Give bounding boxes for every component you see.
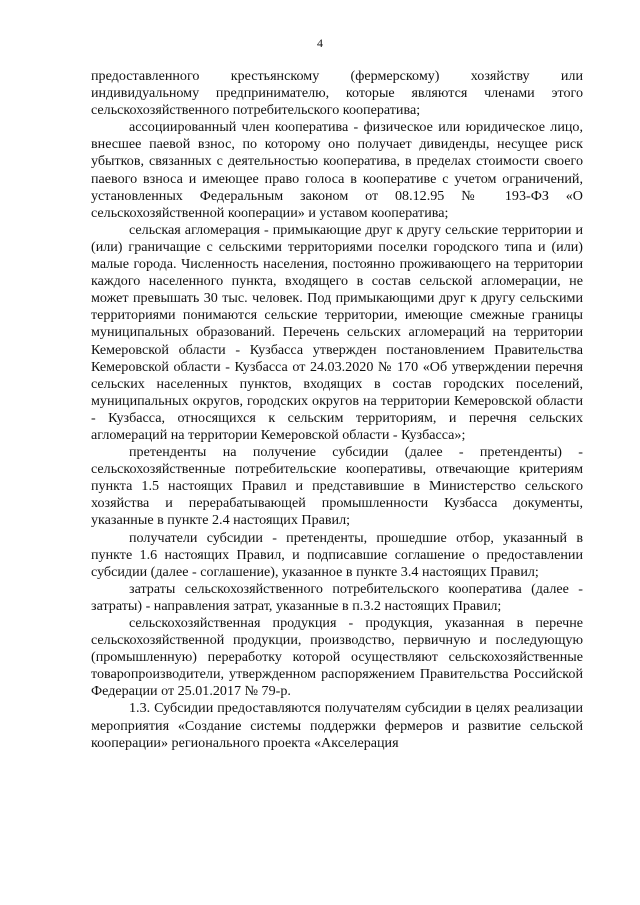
document-body xyxy=(91,68,583,752)
paragraph-section-1-3: 1.3. Субсидии предоставляются получателям субсидии в целях реализации мероприятия «Создание системы поддержки фермеров и развитие сельской кооперации» регионального проекта «Акселерация xyxy=(91,700,583,751)
paragraph-costs: затраты сельскохозяйственного потребительского кооператива (далее - затраты) - направления затрат, указанные в п.3.2 настоящих Правил; xyxy=(91,580,583,614)
paragraph-applicants: претенденты на получение субсидии (далее - претенденты) - сельскохозяйственные потребительские кооперативы, отвечающие критериям пункта 1.5 настоящих Правил и представившие в Министерство сельского хозяйства и перерабатывающей промышленности Кузбасса документы, указанные в пункте 2.4 настоящих Правил; xyxy=(91,444,583,529)
page-number: 4 xyxy=(317,36,323,50)
paragraph-recipients: получатели субсидии - претенденты, прошедшие отбор, указанный в пункте 1.6 настоящих Правил, и подписавшие соглашение о предоставлении субсидии (далее - соглашение), указанное в пункте 3.4 настоящих Правил; xyxy=(91,529,583,580)
paragraph-associated-member: ассоциированный член кооператива - физическое или юридическое лицо, внесшее паевой взнос, по которому оно получает дивиденды, несущее риск убытков, связанных с деятельностью кооператива, в пределах стоимости своего паевого взноса и имеющее право голоса в кооперативе с учетом ограничений, установленных Федеральным законом от 08.12.95 № 193-ФЗ «О сельскохозяйственной кооперации» и уставом кооператива; xyxy=(91,119,583,221)
paragraph-agricultural-products: сельскохозяйственная продукция - продукция, указанная в перечне сельскохозяйственной продукции, производство, первичную и последующую (промышленную) переработку которой осуществляют сельскохозяйственные товаропроизводители, утвержденном распоряжением Правительства Российской Федерации от 25.01.2017 № 79-р. xyxy=(91,615,583,700)
paragraph-continuation: предоставленного крестьянскому (фермерскому) хозяйству или индивидуальному предпринимателю, которые являются членами этого сельскохозяйственного потребительского кооператива; xyxy=(91,68,583,119)
paragraph-rural-agglomeration: сельская агломерация - примыкающие друг к другу сельские территории и (или) граничащие с сельскими территориями поселки городского типа и (или) малые города. Численность населения, постоянно проживающего на территории каждого населенного пункта, входящего в состав сельской агломерации, не может превышать 30 тыс. человек. Под примыкающими друг к другу сельскими территориями понимаются сельские территории, имеющие смежные границы муниципальных образований. Перечень сельских агломераций на территории Кемеровской области - Кузбасса утвержден постановлением Правительства Кемеровской области - Кузбасса от 24.03.2020 № 170 «Об утверждении перечня сельских населенных пунктов, входящих в состав городских поселений, муниципальных округов, городских округов на территории Кемеровской области - Кузбасса, относящихся к сельским территориям, и перечня сельских агломераций на территории Кемеровской области - Кузбасса»; xyxy=(91,221,583,443)
